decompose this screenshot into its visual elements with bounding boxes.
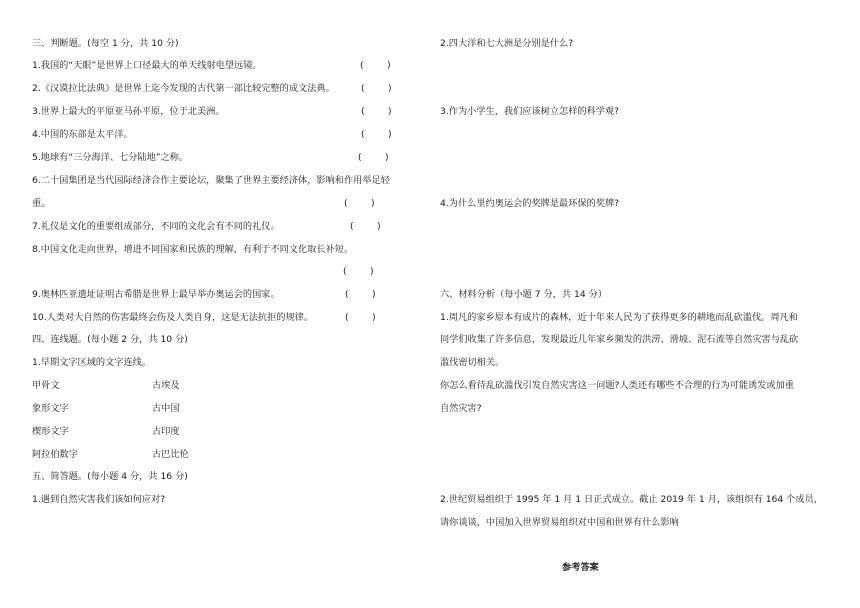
judge-item-6-cont: 重。 — [32, 198, 51, 209]
judge-item-2: 2.《汉谟拉比法典》是世界上迄今发现的古代第一部比较完整的成文法典。 — [32, 83, 335, 94]
connect-right-1[interactable]: 古埃及 — [152, 380, 180, 391]
material-q1-line-4: 你怎么看待乱砍滥伐引发自然灾害这一问题?人类还有哪些不合理的行为可能诱发或加重 — [440, 380, 794, 391]
material-q1-line-5: 自然灾害? — [440, 403, 482, 414]
answer-blank-6[interactable]: ( ) — [344, 198, 375, 209]
judge-item-3: 3.世界上最大的平原亚马孙平原，位于北美洲。 — [32, 106, 225, 117]
judge-item-10: 10.人类对大自然的伤害最终会伤及人类自身，这是无法抗拒的规律。 — [32, 312, 314, 323]
answer-blank-1[interactable]: ( ) — [360, 60, 391, 71]
judge-item-4: 4.中国的东部是太平洋。 — [32, 129, 133, 140]
answer-key-title: 参考答案 — [562, 562, 599, 573]
material-q1-line-2: 同学们收集了许多信息，发现最近几年家乡频发的洪涝、滑坡、泥石流等自然灾害与乱砍 — [440, 334, 799, 345]
material-q2-line-1: 2.世纪贸易组织于 1995 年 1 月 1 日正式成立。截止 2019 年 1 月，该组织有 164 个成员， — [440, 494, 823, 505]
connect-section-heading: 四、连线题。(每小题 2 分，共 10 分) — [32, 334, 188, 345]
answer-blank-9[interactable]: ( ) — [345, 289, 376, 300]
answer-blank-4[interactable]: ( ) — [361, 129, 392, 140]
answer-blank-3[interactable]: ( ) — [361, 106, 392, 117]
answer-blank-10[interactable]: ( ) — [345, 312, 376, 323]
short-answer-q4: 4.为什么里约奥运会的奖牌是最环保的奖牌? — [440, 198, 620, 209]
judge-item-6: 6.二十国集团是当代国际经济合作主要论坛，聚集了世界主要经济体，影响和作用举足轻 — [32, 175, 390, 186]
answer-blank-5[interactable]: ( ) — [358, 152, 389, 163]
connect-left-1[interactable]: 甲骨文 — [32, 380, 60, 391]
connect-left-3[interactable]: 楔形文字 — [32, 426, 69, 437]
material-q2-line-2: 请你谈谈，中国加入世界贸易组织对中国和世界有什么影响 — [440, 517, 679, 528]
judge-item-9: 9.奥林匹亚遗址证明古希腊是世界上最早举办奥运会的国家。 — [32, 289, 280, 300]
answer-blank-8[interactable]: ( ) — [343, 266, 374, 277]
answer-blank-7[interactable]: ( ) — [350, 221, 381, 232]
judge-section-heading: 三、判断题。(每空 1 分，共 10 分) — [32, 38, 179, 49]
connect-left-2[interactable]: 象形文字 — [32, 403, 69, 414]
material-section-heading: 六、材料分析（每小题 7 分，共 14 分） — [440, 289, 608, 300]
judge-item-7: 7.礼仪是文化的重要组成部分，不同的文化会有不同的礼仪。 — [32, 221, 280, 232]
judge-item-5: 5.地球有“三分海洋、七分陆地”之称。 — [32, 152, 189, 163]
short-answer-section-heading: 五、简答题。(每小题 4 分，共 16 分) — [32, 471, 188, 482]
material-q1-line-3: 滥伐密切相关。 — [440, 357, 505, 368]
connect-left-4[interactable]: 阿拉伯数字 — [32, 449, 78, 460]
connect-right-2[interactable]: 古中国 — [152, 403, 180, 414]
material-q1-line-1: 1.周凡的家乡原本有成片的森林，近十年来人民为了获得更多的耕地而乱砍滥伐。周凡和 — [440, 312, 798, 323]
connect-question: 1.早期文字区域的文字连线。 — [32, 357, 152, 368]
judge-item-1: 1.我国的“天眼”是世界上口径最大的单天线射电望远镜。 — [32, 60, 262, 71]
short-answer-q1: 1.遇到自然灾害我们该如何应对? — [32, 494, 166, 505]
answer-blank-2[interactable]: ( ) — [361, 83, 392, 94]
short-answer-q2: 2.四大洋和七大洲是分别是什么? — [440, 38, 574, 49]
connect-right-3[interactable]: 古印度 — [152, 426, 180, 437]
short-answer-q3: 3.作为小学生，我们应该树立怎样的科学观? — [440, 106, 620, 117]
connect-right-4[interactable]: 古巴比伦 — [152, 449, 189, 460]
judge-item-8: 8.中国文化走向世界，增进不同国家和民族的理解，有利于不同文化取长补短。 — [32, 244, 354, 255]
